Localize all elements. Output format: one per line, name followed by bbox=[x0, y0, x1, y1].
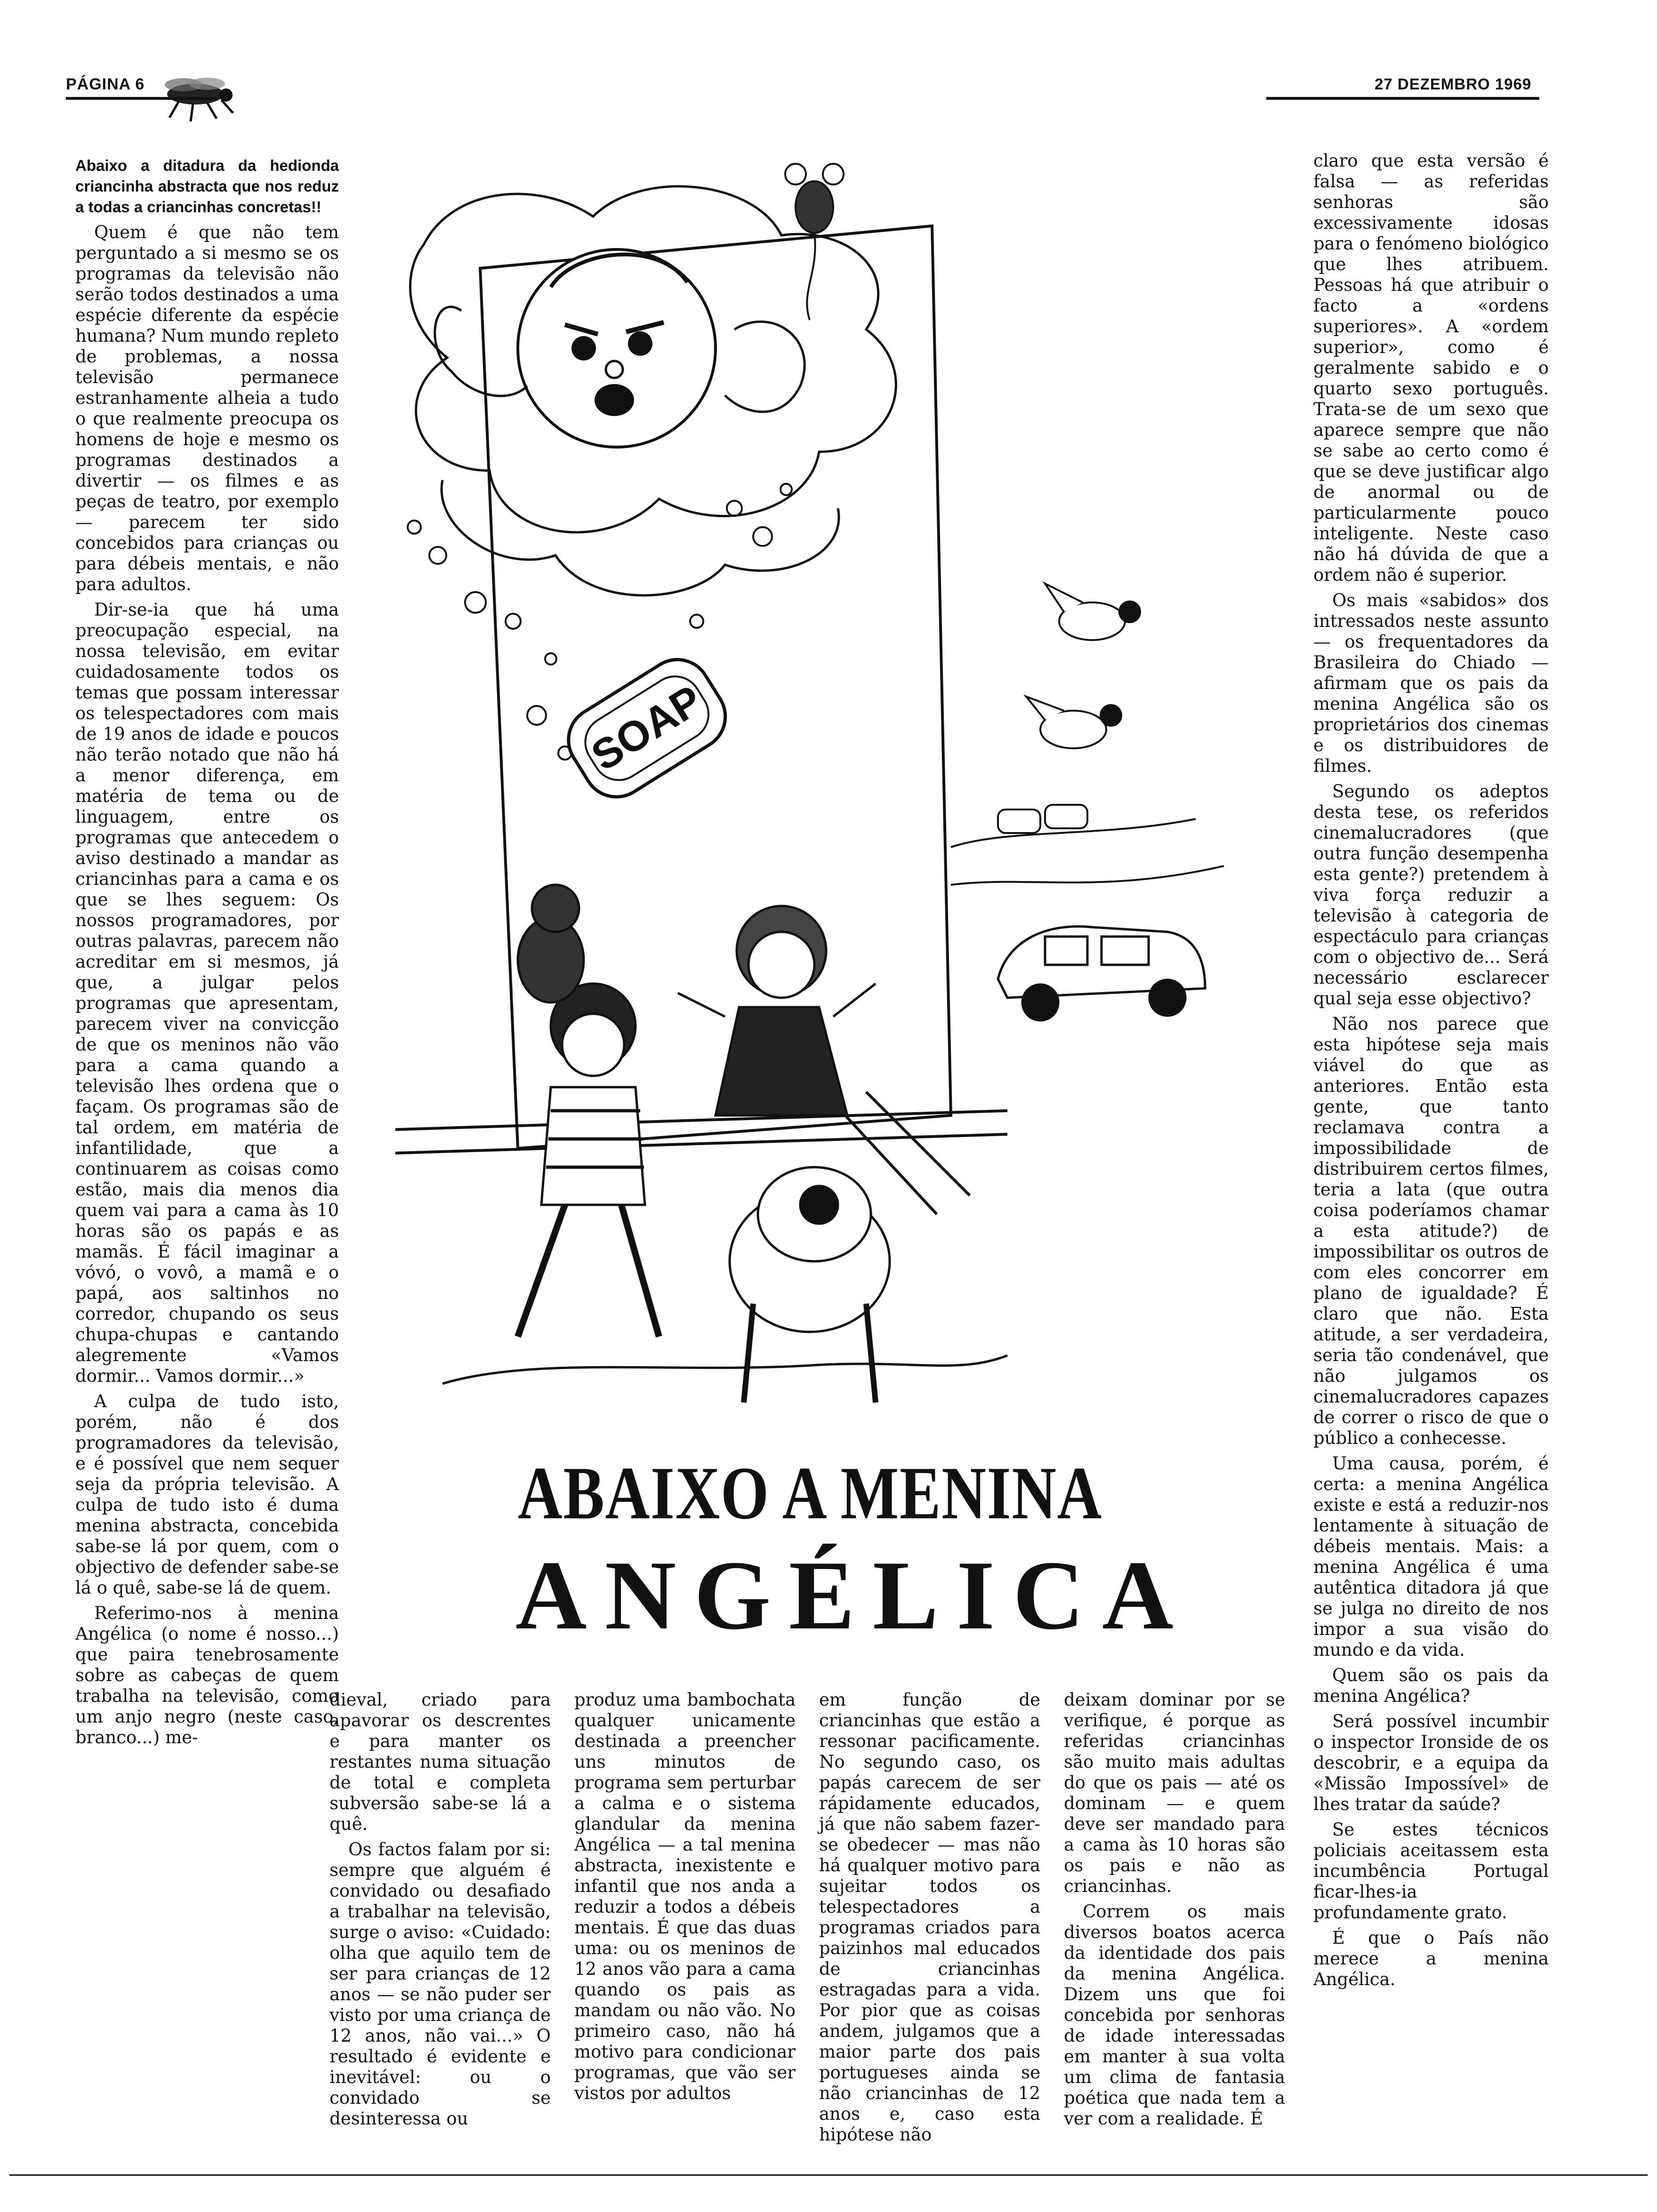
landscape bbox=[951, 819, 1224, 885]
paragraph: produz uma bambochata qualquer unicamente destinada a preencher uns minutos de programa sem perturbar a calma e o sistema glandular da menina Angélica — a tal menina abstracta, inexistente e infantil que nos anda a reduzir a todos a débeis mentais. É que das duas uma: ou os meninos de 12 anos vão para a cama quando os pais as mandam ou não vão. No primeiro caso, não há motivo para condicionar programas, que vão ser vistos por adultos bbox=[574, 1690, 796, 2103]
paragraph: Dir-se-ia que há uma preocupação especial, na nossa televisão, em evitar cuidadosamente todos os temas que possam interessar os telespectadores com mais de 19 anos de idade e poucos não terão notado que não há a menor diferença, em matéria de tema ou de linguagem, entre os programas que antecedem o aviso destinado a mandar as criancinhas para a cama e os que se lhes seguem: Os nossos programadores, por outras palavras, parecem não acreditar em si mesmos, já que, a julgar pelos programas que apresentam, parecem viver na convicção de que os meninos não vão para a cama quando a televisão lhes ordena que o façam. Os programas são de tal ordem, em matéria de infantilidade, que a continuarem as coisas como estão, mais dia menos dia quem vai para a cama às 10 horas são os papás e as mamãs. É fácil imaginar a vóvó, o vovô, a mamã e o papá, aos saltinhos no corredor, chupando os seus chupa-chupas e cantando alegremente «Vamos dormir... Vamos dormir...» bbox=[75, 600, 339, 1386]
article-column-4 bbox=[819, 1690, 1040, 2150]
hand bbox=[725, 321, 804, 412]
bird bbox=[1026, 697, 1121, 748]
article-column-5 bbox=[1064, 1690, 1285, 2134]
boy bbox=[518, 984, 659, 1337]
girl bbox=[678, 906, 876, 1115]
grass bbox=[442, 1355, 1007, 1384]
article-column-6 bbox=[1313, 151, 1549, 1995]
car bbox=[998, 926, 1205, 1020]
paragraph: Será possível incumbir o inspector Ironside de os descobrir, e a equipa da «Missão Impossível» de lhes tratar da saúde? bbox=[1313, 1711, 1549, 1814]
issue-date: 27 DEZEMBRO 1969 bbox=[1375, 75, 1532, 93]
paragraph: Referimo-nos à menina Angélica (o nome é nosso...) que paira tenebrosamente sobre as cabeças de quem trabalha na televisão, como um anjo negro (neste caso, branco...) me- bbox=[75, 1603, 339, 1747]
paragraph: claro que esta versão é falsa — as referidas senhoras são excessivamente idosas para o fenómeno biológico que lhes atribuem. Pessoas há que atribuir o facto a «ordens superiores». A «ordem superior», como é geralmente sabido e o quarto sexo português. Trata-se de um sexo que aparece sempre que não se sabe ao certo como é que se deve justificar algo de anormal ou de particularmente pouco inteligente. Neste caso não há dúvida de que a ordem não é superior. bbox=[1313, 151, 1549, 585]
paragraph: dieval, criado para apavorar os descrentes e para manter os restantes numa situação de total e completa subversão sabe-se lá a quê. bbox=[330, 1690, 551, 1834]
paragraph: Quem são os pais da menina Angélica? bbox=[1313, 1665, 1549, 1706]
headline-line-1: ABAIXO A MENINA bbox=[518, 1451, 1102, 1535]
cat bbox=[518, 885, 584, 1002]
angelica-illustration bbox=[395, 151, 1290, 1450]
article-column-3 bbox=[574, 1690, 796, 2108]
paragraph: Não nos parece que esta hipótese seja mais viável do que as anteriores. Então esta gente, que tanto reclamava contra a impossibilidade de distribuirem certos filmes, teria a lata (que outra coisa poderíamos chamar a esta atitude?) de impossibilitar os outros de com eles concorrer em plano de igualdade? É claro que não. Esta atitude, a ser verdadeira, seria tão condenável, que não julgamos os cinemalucradores capazes de correr o risco de que o público a conhecesse. bbox=[1313, 1014, 1549, 1448]
paragraph: Uma causa, porém, é certa: a menina Angélica existe e está a reduzir-nos lentamente à situação de débeis mentais. Mais: a menina Angélica é uma autêntica ditadora já que se julga no direito de nos impor a sua visão do mundo e da vida. bbox=[1313, 1453, 1549, 1660]
paragraph: É que o País não merece a menina Angélica. bbox=[1313, 1928, 1549, 1989]
paragraph: Segundo os adeptos desta tese, os referidos cinemalucradores (que outra função desempenha esta gente?) pretendem à viva força reduzir a televisão à categoria de espectáculo para crianças com o objectivo de... Será necessário esclarecer qual seja esse objectivo? bbox=[1313, 781, 1549, 1009]
paragraph: Os factos falam por si: sempre que alguém é convidado ou desafiado a trabalhar na televisão, surge o aviso: «Cuidado: olha que aquilo tem de ser para crianças de 12 anos — se não puder ser visto por uma criança de 12 anos, não vai...» O resultado é evidente e inevitável: ou o convidado se desinteressa ou bbox=[330, 1839, 551, 2129]
footer-rule bbox=[9, 2174, 1648, 2176]
header-rule-right bbox=[1266, 97, 1539, 100]
paragraph: em função de criancinhas que estão a ressonar pacificamente. No segundo caso, os papás carecem de ser rápidamente educados, já que não sabem fazer-se obedecer — mas não há qualquer motivo para sujeitar todos os telespectadores a programas criados para paizinhos mal educados de criancinhas estragadas para a vida. Por pior que as coisas andem, julgamos que a maior parte dos pais portugueses ainda se não criancinhas de 12 anos e, caso esta hipótese não bbox=[819, 1690, 1040, 2145]
article-column-2 bbox=[330, 1690, 551, 2134]
header-rule-left bbox=[66, 97, 217, 100]
soap-label: SOAP bbox=[583, 676, 710, 780]
article-lead: Abaixo a ditadura da hedionda criancinha abstracta que nos reduz a todas a criancinhas concretas!! bbox=[75, 157, 339, 216]
fence bbox=[395, 1087, 1007, 1214]
soap-bar bbox=[556, 647, 738, 809]
bird bbox=[1045, 584, 1140, 640]
cow bbox=[998, 805, 1087, 833]
headline-line-2: ANGÉLICA bbox=[515, 1541, 1191, 1650]
fly-icon bbox=[151, 66, 245, 127]
paragraph: Os mais «sabidos» dos intressados neste assunto — os frequentadores da Brasileira do Chiado — afirmam que os pais da menina Angélica são os proprietários dos cinemas e os distribuidores de filmes. bbox=[1313, 590, 1549, 776]
paragraph: deixam dominar por se verifique, é porque as referidas criancinhas são muito mais adultas do que os pais — até os dominam — e quem deve ser mandado para a cama às 10 horas são os pais e não as criancinhas. bbox=[1064, 1690, 1285, 1896]
mouse bbox=[785, 164, 844, 320]
paragraph: Quem é que não tem perguntado a si mesmo se os programas da televisão não serão todos destinados a uma espécie diferente da espécie humana? Num mundo repleto de problemas, a nossa televisão permanece estranhamente alheia a tudo o que realmente preocupa os homens de hoje e mesmo os programas destinados a divertir — os filmes e as peças de teatro, por exemplo — parecem ter sido concebidos para crianças ou para débeis mentais, e não para adultos. bbox=[75, 222, 339, 594]
paragraph: Correm os mais diversos boatos acerca da identidade dos pais da menina Angélica. Dizem uns que foi concebida por senhoras de idade interessadas em manter à sua volta um clima de fantasia poética que nada tem a ver com a realidade. É bbox=[1064, 1901, 1285, 2129]
paragraph: A culpa de tudo isto, porém, não é dos programadores da televisão, e é possível que nem sequer seja da própria televisão. A culpa de tudo isto é duma menina abstracta, concebida sabe-se lá por quem, com o objectivo de defender sabe-se lá o quê, sabe-se lá de quem. bbox=[75, 1391, 339, 1598]
page-number: PÁGINA 6 bbox=[66, 75, 145, 93]
article-column-1 bbox=[75, 155, 339, 1753]
paragraph: Se estes técnicos policiais aceitassem esta incumbência Portugal ficar-lhes-ia profundamente grato. bbox=[1313, 1819, 1549, 1923]
